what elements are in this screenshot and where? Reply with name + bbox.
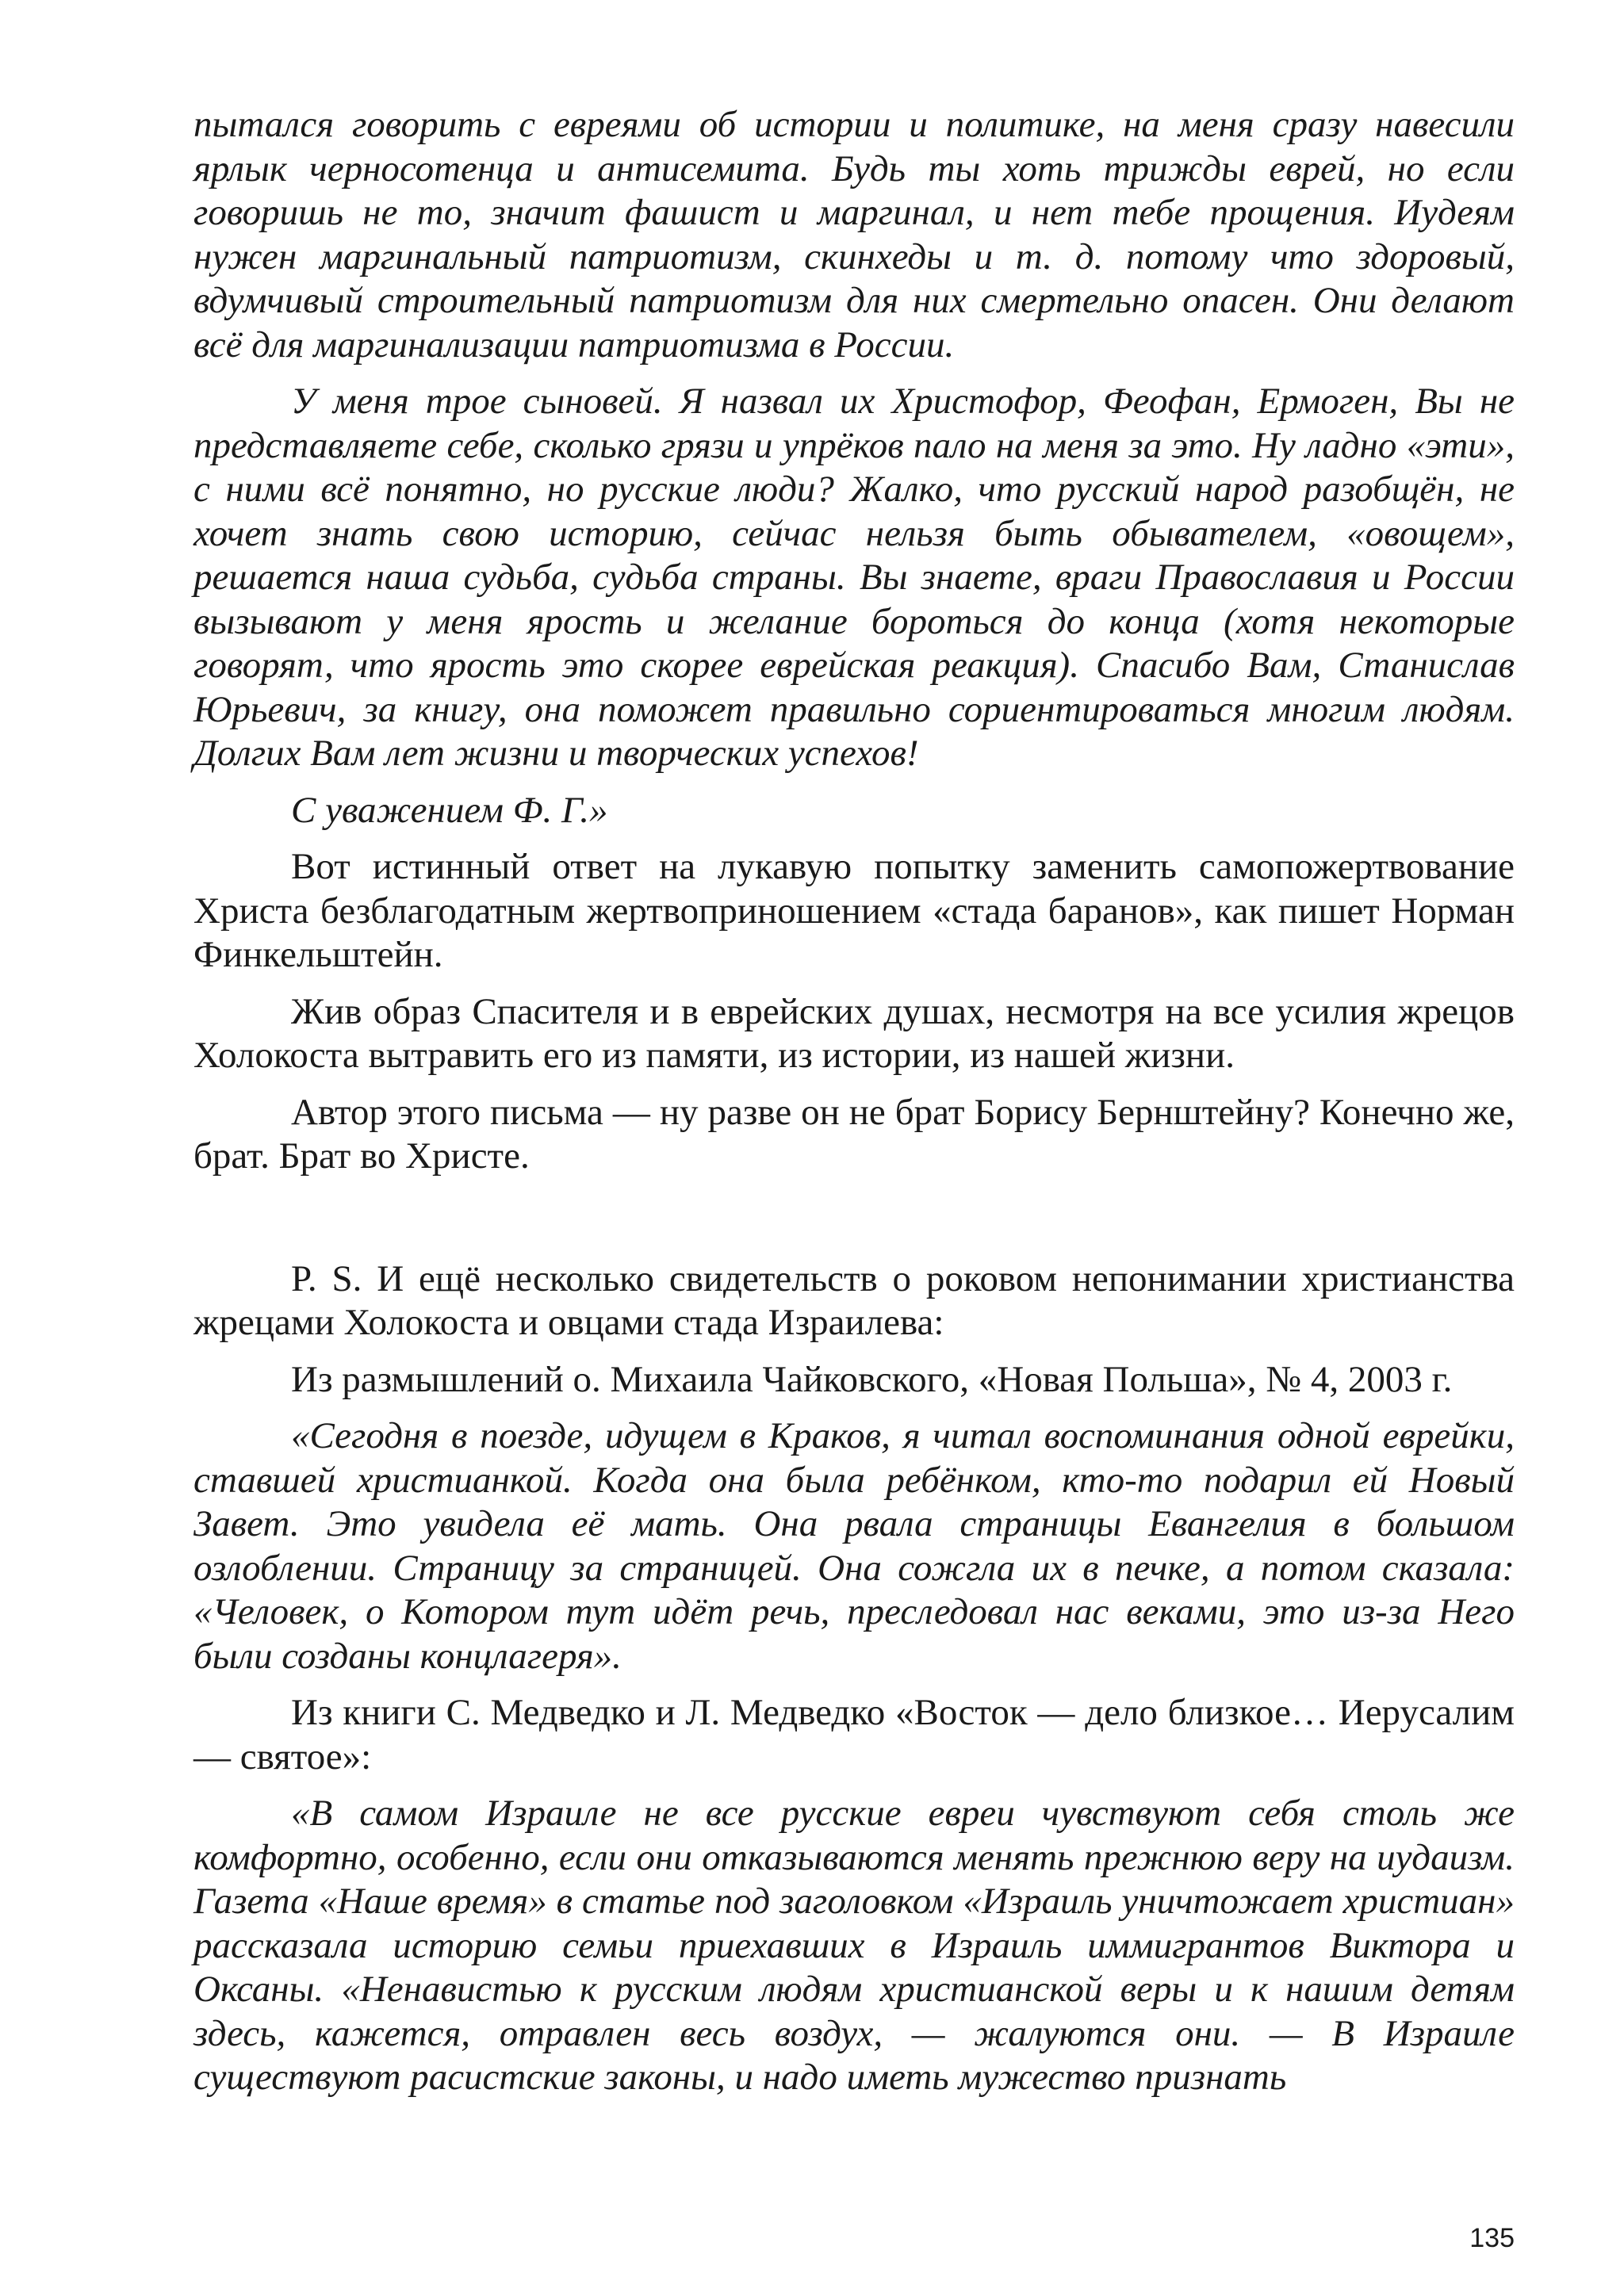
document-page: [193, 103, 1515, 2113]
page-number: 135: [1469, 2223, 1515, 2253]
source-citation: Из размышлений о. Михаила Чайковского, «Новая Польша», № 4, 2003 г.: [291, 1358, 1453, 1400]
section-spacer: [193, 1192, 1515, 1257]
body-paragraph: пытался говорить с евреями об истории и политике, на меня сразу навесили ярлык черносотенца и антисемита. Будь ты хоть трижды еврей, но если говоришь не то, значит фашист и маргинал, и нет тебе прощения. Иудеям нужен маргинальный патриотизм, скинхеды и т. д. потому что здоровый, вдумчивый строительный патриотизм для них смертельно опасен. Они делают всё для маргинализации патриотизма в России.: [193, 104, 1515, 365]
source-citation: Из книги С. Медведко и Л. Медведко «Восток — дело близкое… Иерусалим — святое»:: [193, 1692, 1515, 1777]
body-paragraph: У меня трое сыновей. Я назвал их Христофор, Феофан, Ермоген, Вы не представляете себе, сколько грязи и упрёков пало на меня за это. Ну ладно «эти», с ними всё понятно, но русские люди? Жалко, что русский народ разобщён, не хочет знать свою историю, сейчас нельзя быть обывателем, «овощем», решается наша судьба, судьба страны. Вы знаете, враги Православия и России вызывают у меня ярость и желание бороться до конца (хотя некоторые говорят, что ярость это скорее еврейская реакция). Спасибо Вам, Станислав Юрьевич, за книгу, она поможет правильно сориентироваться многим людям. Долгих Вам лет жизни и творческих успехов!: [193, 381, 1515, 774]
body-paragraph: Автор этого письма — ну разве он не брат Борису Бернштейну? Конечно же, брат. Брат во Христе.: [193, 1091, 1515, 1177]
body-paragraph: Вот истинный ответ на лукавую попытку заменить самопожертвование Христа безблагодатным жертвоприношением «стада баранов», как пишет Норман Финкельштейн.: [193, 846, 1515, 975]
quote-paragraph: «В самом Израиле не все русские евреи чувствуют себя столь же комфортно, особенно, если они отказываются менять прежнюю веру на иудаизм. Газета «Наше время» в статье под заголовком «Израиль уничтожает христиан» рассказала историю семьи приехавших в Израиль иммигрантов Виктора и Оксаны. «Ненавистью к русским людям христианской веры и к нашим детям здесь, кажется, отравлен весь воздух, — жалуются они. — В Израиле существуют расистские законы, и надо иметь мужество признать: [193, 1793, 1515, 2098]
body-paragraph: Жив образ Спасителя и в еврейских душах, несмотря на все усилия жрецов Холокоста вытравить его из памяти, из истории, из нашей жизни.: [193, 990, 1515, 1076]
quote-paragraph: «Сегодня в поезде, идущем в Краков, я читал воспоминания одной еврейки, ставшей христианкой. Когда она была ребёнком, кто-то подарил ей Новый Завет. Это увидела её мать. Она рвала страницы Евангелия в большом озлоблении. Страницу за страницей. Она сожгла их в печке, а потом сказала: «Человек, о Котором тут идёт речь, преследовал нас веками, это из-за Него были созданы концлагеря».: [193, 1415, 1515, 1677]
letter-signature: С уважением Ф. Г.»: [291, 789, 608, 831]
postscript-paragraph: P. S. И ещё несколько свидетельств о роковом непонимании христианства жрецами Холокоста и овцами стада Израилева:: [193, 1257, 1515, 1343]
